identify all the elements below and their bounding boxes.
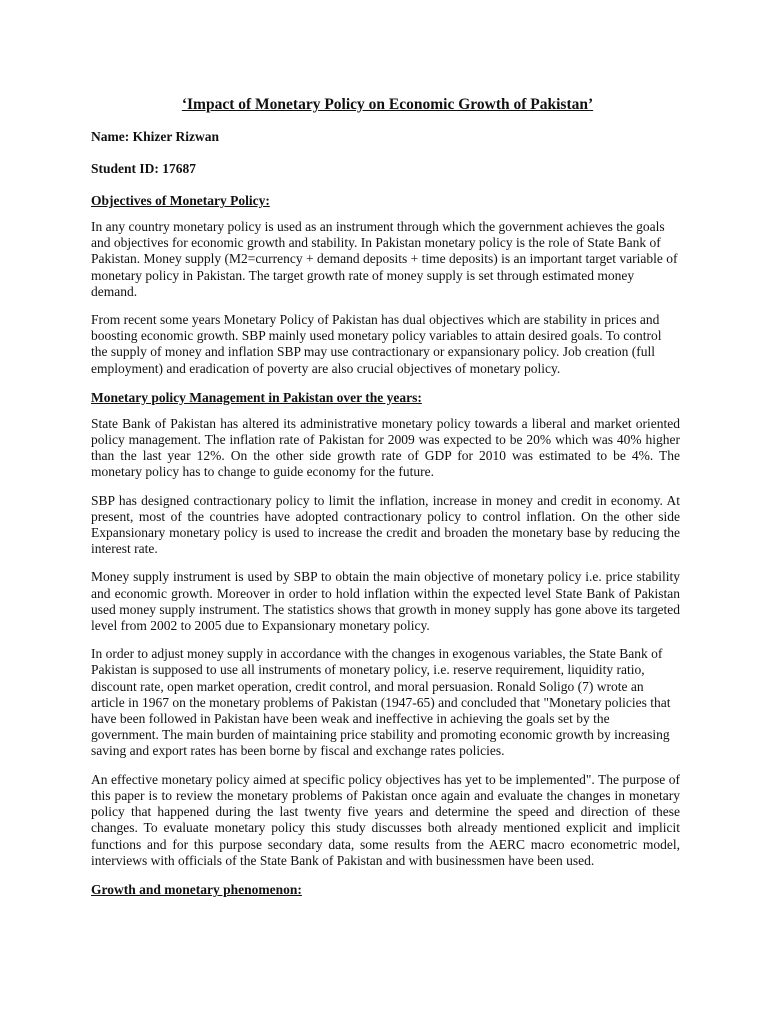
paragraph: SBP has designed contractionary policy to limit the inflation, increase in money and credit in economy. At present, most of the countries have adopted contractionary policy to control inflation. On the other side Expansionary monetary policy is used to increase the credit and broaden the monetary base by reducing the interest rate. [91, 492, 680, 557]
paragraph: From recent some years Monetary Policy of Pakistan has dual objectives which are stability in prices and boosting economic growth. SBP mainly used monetary policy variables to attain desired goals. To control the supply of money and inflation SBP may use contractionary or expansionary policy. Job creation (full employment) and eradication of poverty are also crucial objectives of monetary policy. [91, 312, 662, 376]
paragraph: In any country monetary policy is used as an instrument through which the government achieves the goals and objectives for economic growth and stability. In Pakistan monetary policy is the role of State Bank of Pakistan. Money supply (M2=currency + demand deposits + time deposits) is an important target variable of monetary policy in Pakistan. The target growth rate of money supply is set through estimated money demand. [91, 219, 678, 299]
section-heading-objectives: Objectives of Monetary Policy: [91, 193, 270, 208]
paragraph: An effective monetary policy aimed at specific policy objectives has yet to be implemented". The purpose of this paper is to review the monetary problems of Pakistan once again and evaluate the changes in monetary policy that happened during the last twenty five years and determine the speed and direction of these changes. To evaluate monetary policy this study discusses both already mentioned explicit and implicit functions and for this purpose secondary data, some results from the AERC macro econometric model, interviews with officials of the State Bank of Pakistan and with businessmen have been used. [91, 771, 680, 868]
author-name: Name: Khizer Rizwan [91, 129, 219, 144]
section-heading-management: Monetary policy Management in Pakistan over the years: [91, 389, 422, 405]
document-title: ‘Impact of Monetary Policy on Economic Growth of Pakistan’ [181, 96, 594, 113]
section-heading-growth: Growth and monetary phenomenon: [91, 881, 302, 897]
paragraph: Money supply instrument is used by SBP to obtain the main objective of monetary policy i.e. price stability and economic growth. Moreover in order to hold inflation within the expected level State Bank of Pakistan used money supply instrument. The statistics shows that growth in money supply has gone above its targeted level from 2002 to 2005 due to Expansionary monetary policy. [91, 569, 680, 634]
paragraph: State Bank of Pakistan has altered its administrative monetary policy towards a liberal and market oriented policy management. The inflation rate of Pakistan for 2009 was expected to be 20% which was 40% higher than the last year 12%. On the other side growth rate of GDP for 2010 was estimated to be 4%. The monetary policy has to change to guide economy for the future. [91, 415, 680, 480]
student-id: Student ID: 17687 [91, 161, 197, 176]
paragraph: In order to adjust money supply in accordance with the changes in exogenous variables, the State Bank of Pakistan is supposed to use all instruments of monetary policy, i.e. reserve requirement, liquidity ratio, discount rate, open market operation, credit control, and moral persuasion. Ronald Soligo (7) wrote an article in 1967 on the monetary problems of Pakistan (1947-65) and concluded that "Monetary policies that have been followed in Pakistan have been weak and ineffective in achieving the goals set by the government. The main burden of maintaining price stability and promoting economic growth by increasing saving and export rates has been borne by fiscal and exchange rates policies. [91, 646, 671, 759]
